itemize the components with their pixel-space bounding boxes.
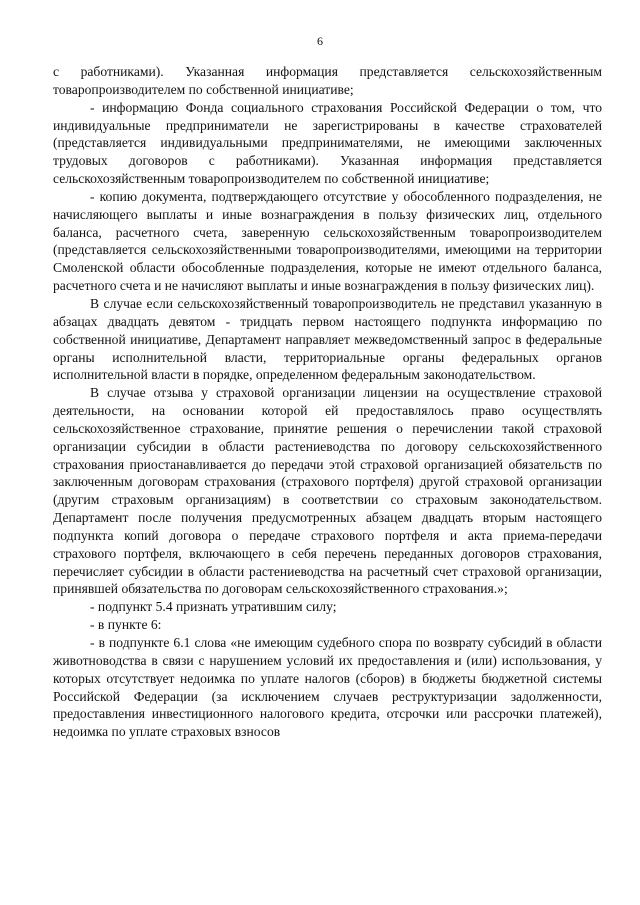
paragraph: - в подпункте 6.1 слова «не имеющим судебного спора по возврату субсидий в области животноводства в связи с нарушением условий их предоставления и (или) использования, у которых отсутствует недоимка по уплате налогов (сборов) в бюджеты бюджетной системы Российской Федерации (за исключением случаев реструктуризации задолженности, предоставления инвестиционного налогового кредита, отсрочки или рассрочки платежей), недоимка по уплате страховых взносов bbox=[53, 635, 602, 740]
paragraph: - подпункт 5.4 признать утратившим силу; bbox=[90, 599, 337, 615]
paragraph: - в пункте 6: bbox=[90, 617, 162, 633]
paragraph: В случае отзыва у страховой организации лицензии на осуществление страховой деятельности, на основании которой ей предоставлялось право осуществлять сельскохозяйственное страхование, принятие решения о перечислении такой страховой организации субсидии в области растениеводства по договору сельскохозяйственного страхования приостанавливается до передачи этой страховой организацией обязательств по заключенным договорам страхования (страхового портфеля) другой страховой организации (другим страховым организациям) в соответствии со страховым законодательством. Департамент после получения предусмотренных абзацем двадцать вторым настоящего подпункта копий договора о передаче страхового портфеля и акта приема-передачи страхового портфеля, включающего в себя перечень переданных договоров страхования, перечисляет субсидии в области растениеводства на расчетный счет страховой организации, принявшей обязательства по договорам сельскохозяйственного страхования.»; bbox=[53, 385, 602, 597]
paragraph: - копию документа, подтверждающего отсутствие у обособленного подразделения, не начисляющего выплаты и иные вознаграждения в пользу физических лиц, отдельного баланса, расчетного счета, заверенную сельскохозяйственным товаропроизводителем (представляется сельскохозяйственными товаропроизводителями, имеющими на территории Смоленской области обособленные подразделения, которые не имеют отдельного баланса, расчетного счета и не начисляют выплаты и иные вознаграждения в пользу физических лиц). bbox=[53, 188, 602, 294]
page-number: 6 bbox=[317, 34, 323, 48]
document-body bbox=[53, 63, 602, 741]
paragraph: с работниками). Указанная информация представляется сельскохозяйственным товаропроизводителем по собственной инициативе; bbox=[53, 64, 602, 97]
paragraph: В случае если сельскохозяйственный товаропроизводитель не представил указанную в абзацах двадцать девятом - тридцать первом настоящего подпункта информацию по собственной инициативе, Департамент направляет межведомственный запрос в федеральные органы исполнительной власти, территориальные органы федеральных органов исполнительной власти в порядке, определенном федеральным законодательством. bbox=[53, 295, 602, 383]
paragraph: - информацию Фонда социального страхования Российской Федерации о том, что индивидуальные предприниматели не зарегистрированы в качестве страхователей (представляется индивидуальными предпринимателями, не имеющими заключенных трудовых договоров с работниками). Указанная информация представляется сельскохозяйственным товаропроизводителем по собственной инициативе; bbox=[53, 99, 602, 187]
